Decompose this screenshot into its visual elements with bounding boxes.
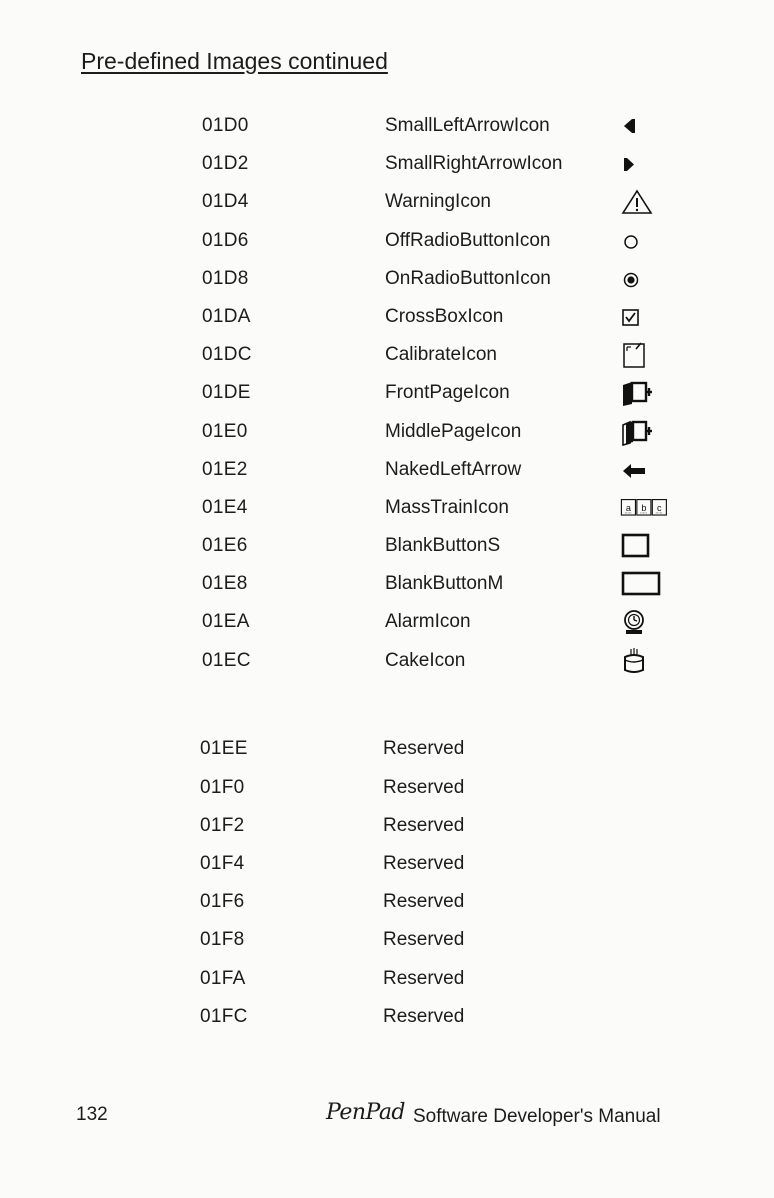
image-code: 01E2 bbox=[202, 459, 248, 480]
image-code: 01D6 bbox=[202, 230, 249, 251]
mass-train-letter: a bbox=[625, 502, 631, 513]
image-code: 01F0 bbox=[200, 777, 245, 798]
image-code: 01FC bbox=[200, 1006, 248, 1027]
image-code: 01F4 bbox=[200, 853, 245, 874]
mass-train-letter: c bbox=[657, 502, 662, 513]
table-row bbox=[0, 378, 774, 408]
blank-button-small-icon bbox=[620, 533, 672, 559]
penpad-logo: PenPad bbox=[326, 1100, 406, 1125]
image-name: SmallRightArrowIcon bbox=[385, 153, 563, 174]
image-name: Reserved bbox=[383, 1006, 465, 1027]
table-row bbox=[0, 964, 774, 994]
image-name: CakeIcon bbox=[385, 650, 466, 671]
image-code: 01F8 bbox=[200, 929, 245, 950]
image-name: SmallLeftArrowIcon bbox=[385, 115, 550, 136]
warning-icon bbox=[620, 189, 672, 215]
image-code: 01EE bbox=[200, 738, 248, 759]
small-left-arrow-icon bbox=[620, 113, 672, 139]
page-number: 132 bbox=[76, 1104, 108, 1125]
image-code: 01DA bbox=[202, 306, 251, 327]
image-name: NakedLeftArrow bbox=[385, 459, 522, 480]
table-row bbox=[0, 646, 774, 676]
table-row bbox=[0, 607, 774, 637]
mass-train-letter: b bbox=[641, 502, 647, 513]
image-code: 01D4 bbox=[202, 191, 249, 212]
calibrate-icon bbox=[620, 342, 672, 368]
image-name: CalibrateIcon bbox=[385, 344, 497, 365]
image-code: 01DE bbox=[202, 382, 251, 403]
table-row bbox=[0, 569, 774, 599]
off-radio-button-icon bbox=[620, 228, 672, 254]
image-code: 01EA bbox=[202, 611, 250, 632]
image-code: 01DC bbox=[202, 344, 252, 365]
table-row bbox=[0, 773, 774, 803]
image-name: FrontPageIcon bbox=[385, 382, 510, 403]
table-row bbox=[0, 734, 774, 764]
table-row bbox=[0, 226, 774, 256]
cross-box-icon bbox=[620, 304, 672, 330]
table-row bbox=[0, 493, 774, 523]
table-row bbox=[0, 149, 774, 179]
image-name: OnRadioButtonIcon bbox=[385, 268, 551, 289]
small-right-arrow-icon bbox=[620, 151, 672, 177]
alarm-icon bbox=[620, 609, 672, 635]
front-page-icon bbox=[620, 380, 672, 406]
image-name: CrossBoxIcon bbox=[385, 306, 504, 327]
image-code: 01F2 bbox=[200, 815, 245, 836]
image-code: 01F6 bbox=[200, 891, 245, 912]
image-name: MassTrainIcon bbox=[385, 497, 509, 518]
image-name: MiddlePageIcon bbox=[385, 421, 522, 442]
table-row bbox=[0, 811, 774, 841]
image-code: 01D8 bbox=[202, 268, 249, 289]
image-name: OffRadioButtonIcon bbox=[385, 230, 551, 251]
table-row bbox=[0, 187, 774, 217]
table-row bbox=[0, 925, 774, 955]
page-title: Pre-defined Images continued bbox=[81, 48, 388, 74]
image-code: 01E4 bbox=[202, 497, 248, 518]
image-name: BlankButtonS bbox=[385, 535, 501, 556]
table-row bbox=[0, 302, 774, 332]
image-name: Reserved bbox=[383, 853, 465, 874]
image-name: Reserved bbox=[383, 968, 465, 989]
table-row bbox=[0, 849, 774, 879]
table-row bbox=[0, 264, 774, 294]
image-code: 01EC bbox=[202, 650, 251, 671]
table-row bbox=[0, 455, 774, 485]
image-name: WarningIcon bbox=[385, 191, 491, 212]
image-name: Reserved bbox=[383, 777, 465, 798]
naked-left-arrow-icon bbox=[620, 457, 672, 483]
image-code: 01E6 bbox=[202, 535, 248, 556]
manual-title: Software Developer's Manual bbox=[413, 1106, 661, 1127]
table-row bbox=[0, 111, 774, 141]
image-name: Reserved bbox=[383, 891, 465, 912]
image-code: 01D0 bbox=[202, 115, 249, 136]
on-radio-button-icon bbox=[620, 266, 672, 292]
image-code: 01D2 bbox=[202, 153, 249, 174]
image-name: Reserved bbox=[383, 815, 465, 836]
blank-button-medium-icon bbox=[620, 571, 672, 597]
middle-page-icon bbox=[620, 419, 672, 445]
table-row bbox=[0, 887, 774, 917]
table-row bbox=[0, 417, 774, 447]
image-code: 01E8 bbox=[202, 573, 248, 594]
image-code: 01FA bbox=[200, 968, 246, 989]
image-name: AlarmIcon bbox=[385, 611, 471, 632]
image-name: BlankButtonM bbox=[385, 573, 504, 594]
image-code: 01E0 bbox=[202, 421, 248, 442]
mass-train-icon bbox=[620, 495, 672, 521]
image-name: Reserved bbox=[383, 929, 465, 950]
cake-icon bbox=[620, 648, 672, 674]
image-name: Reserved bbox=[383, 738, 465, 759]
table-row bbox=[0, 531, 774, 561]
table-row bbox=[0, 1002, 774, 1032]
table-row bbox=[0, 340, 774, 370]
